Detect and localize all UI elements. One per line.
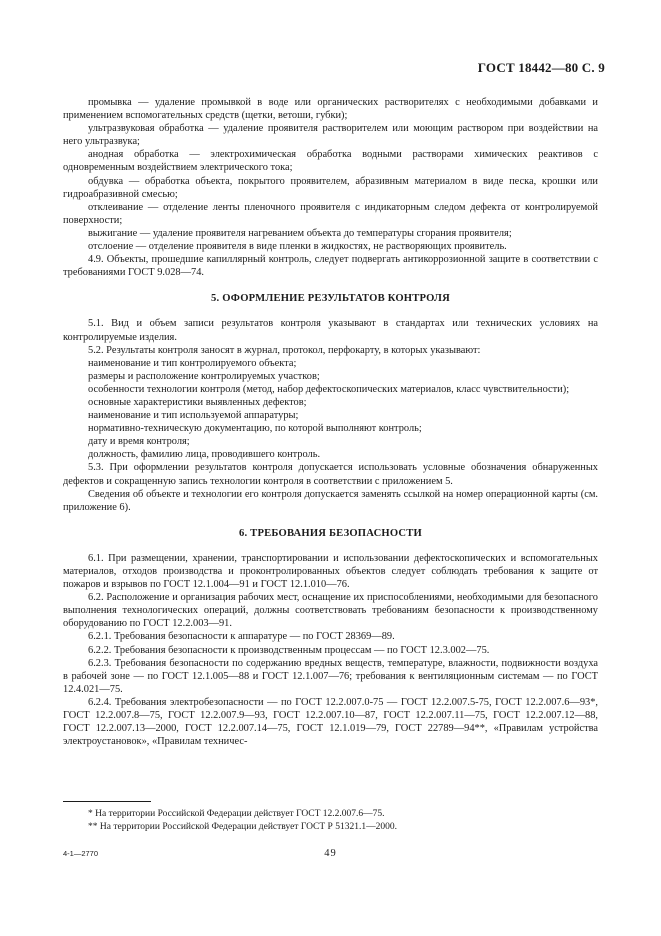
print-order-number: 4-1—2770 xyxy=(63,849,99,858)
paragraph: 6.1. При размещении, хранении, транспортировании и использовании дефектоскопических и вспомогательных материалов, отходов производства и проконтролированных объектов следует соблюдать требования к защите от пожаров и взрывов по ГОСТ 12.1.004—91 и ГОСТ 12.1.010—76. xyxy=(63,552,598,591)
paragraph: анодная обработка — электрохимическая обработка водными растворами химических реактивов с одновременным воздействием электрического тока; xyxy=(63,149,598,174)
paragraph: промывка — удаление промывкой в воде или органических растворителях с необходимыми добавками и применением вспомогательных средств (щетки, ветоши, губки); xyxy=(63,97,598,122)
main-text xyxy=(63,96,598,748)
footnote-separator xyxy=(63,801,151,802)
paragraph: 6.2.3. Требования безопасности по содержанию вредных веществ, температуре, влажности, подвижности воздуха в рабочей зоне — по ГОСТ 12.1.005—88 и ГОСТ 12.1.007—76; требования к вентиляционным системам — по ГОСТ 12.4.021—75. xyxy=(63,657,598,695)
section-4-continuation xyxy=(63,96,598,279)
section-5-heading: 5. ОФОРМЛЕНИЕ РЕЗУЛЬТАТОВ КОНТРОЛЯ xyxy=(211,293,450,305)
paragraph: 5.2. Результаты контроля заносят в журнал, протокол, перфокарту, в которых указывают: xyxy=(88,344,481,356)
paragraph: 6.2.2. Требования безопасности к производственным процессам — по ГОСТ 12.3.002—75. xyxy=(88,644,490,656)
footnotes xyxy=(63,808,598,833)
paragraph: выжигание — удаление проявителя нагреванием объекта до температуры сгорания проявителя; xyxy=(88,227,512,239)
footnote-1: * На территории Российской Федерации действует ГОСТ 12.2.007.6—75. xyxy=(88,809,385,819)
section-5-body xyxy=(63,317,598,513)
paragraph: Сведения об объекте и технологии его контроля допускается заменять ссылкой на номер операционной карты (см. приложение 6). xyxy=(63,488,598,513)
paragraph: 6.2.4. Требования электробезопасности — по ГОСТ 12.2.007.0-75 — ГОСТ 12.2.007.5-75, ГОСТ 12.2.007.6—93*, ГОСТ 12.2.007.8—75, ГОСТ 12.2.007.9—93, ГОСТ 12.2.007.10—87, ГОСТ 12.2.007.11—75, ГОСТ 12.2.007.12—88, ГОСТ 12.2.007.13—2000, ГОСТ 12.2.007.14—75, ГОСТ 12.1.019—79, ГОСТ 22789—94**, «Правилам устройства электроустановок», «Правилам техничес- xyxy=(63,696,598,748)
paragraph: основные характеристики выявленных дефектов; xyxy=(88,396,307,408)
paragraph: особенности технологии контроля (метод, набор дефектоскопических материалов, класс чувствительности); xyxy=(88,383,570,395)
paragraph: 6.2.1. Требования безопасности к аппаратуре — по ГОСТ 28369—89. xyxy=(88,631,395,643)
paragraph: должность, фамилию лица, проводившего контроль. xyxy=(88,449,321,461)
paragraph: обдувка — обработка объекта, покрытого проявителем, абразивным материалом в виде песка, крошки или гидроабразивной смесью; xyxy=(63,175,598,200)
paragraph: 4.9. Объекты, прошедшие капиллярный контроль, следует подвергать антикоррозионной защите в соответствии с требованиями ГОСТ 9.028—74. xyxy=(63,254,598,279)
paragraph: размеры и расположение контролируемых участков; xyxy=(88,370,320,382)
paragraph: ультразвуковая обработка — удаление проявителя растворителем или моющим раствором при воздействии на него ультразвука; xyxy=(63,123,598,148)
footnote-2: ** На территории Российской Федерации действует ГОСТ Р 51321.1—2000. xyxy=(88,821,397,832)
paragraph: наименование и тип используемой аппаратуры; xyxy=(88,410,299,422)
paragraph: нормативно-техническую документацию, по которой выполняют контроль; xyxy=(88,423,422,435)
section-6-heading: 6. ТРЕБОВАНИЯ БЕЗОПАСНОСТИ xyxy=(238,527,422,539)
paragraph: наименование и тип контролируемого объекта; xyxy=(88,357,297,369)
section-6-body xyxy=(63,552,598,748)
paragraph: 6.2. Расположение и организация рабочих мест, оснащение их приспособлениями, необходимыми для безопасного выполнения технологических операций, должны соответствовать требованиям безопасности к производственному оборудованию по ГОСТ 12.2.003—91. xyxy=(63,592,598,630)
paragraph: отслоение — отделение проявителя в виде пленки в жидкостях, не растворяющих проявитель. xyxy=(88,241,507,253)
running-header: ГОСТ 18442—80 С. 9 xyxy=(477,60,605,75)
paragraph: дату и время контроля; xyxy=(88,436,190,448)
page-number: 49 xyxy=(324,848,337,859)
paragraph: 5.1. Вид и объем записи результатов контроля указывают в стандартах или технических условиях на контролируемые изделия. xyxy=(63,318,598,343)
paragraph: 5.3. При оформлении результатов контроля допускается использовать условные обозначения обнаруженных дефектов и сокращенную запись технологии контроля в соответствии с приложением 5. xyxy=(63,462,598,487)
paragraph: отклеивание — отделение ленты пленочного проявителя с индикаторным следом дефекта от контролируемой поверхности; xyxy=(63,201,598,226)
